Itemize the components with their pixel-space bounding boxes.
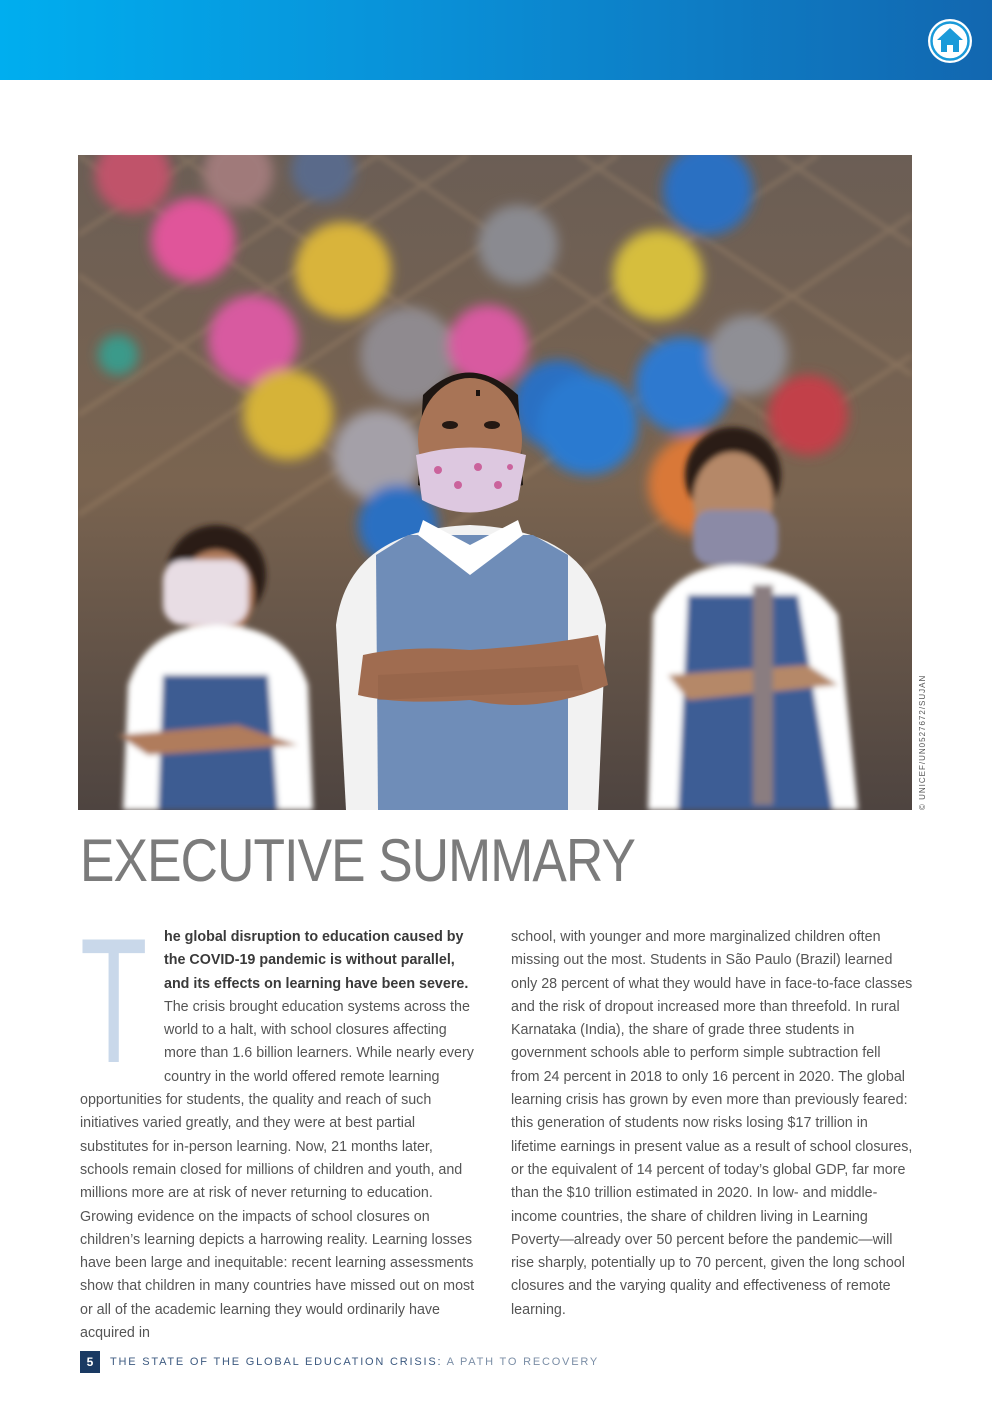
footer-subtitle: A PATH TO RECOVERY (442, 1356, 600, 1368)
photo-credit: © UNICEF/UN0527672/SUJAN (918, 674, 927, 810)
header-bar (0, 0, 992, 80)
section-title: EXECUTIVE SUMMARY (80, 827, 635, 894)
body-text-left: The crisis brought education systems across the world to a halt, with school closures affecting more than 1.6 billion learners. While nearly every country in the world offered remote learning opportunities for students, the quality and reach of such initiatives varied greatly, and they were at best partial substitutes for in-person learning. Now, 21 months later, schools remain closed for millions of children and youth, and millions more are at risk of never returning to education. Growing evidence on the impacts of school closures on children’s learning depicts a harrowing reality. Learning losses have been large and inequitable: recent learning assessments show that children in many countries have missed out on most or all of the academic learning they would ordinarily have acquired in (80, 998, 475, 1342)
drop-cap: T (80, 901, 148, 1100)
lead-paragraph: he global disruption to education caused by the COVID-19 pandemic is without parallel, and its effects on learning have been severe. (164, 929, 469, 992)
page-footer (80, 1351, 599, 1373)
text-column-right: school, with younger and more marginalized children often missing out the most. Students in São Paulo (Brazil) learned only 28 percent of what they would have in face-to-face classes and the risk of dropout increased more than threefold. In rural Karnataka (India), the share of grade three students in government schools able to perform simple subtraction fell from 24 percent in 2018 to only 16 percent in 2020. The global learning crisis has grown by even more than previously feared: this generation of students now risks losing $17 trillion in lifetime earnings in present value as a result of school closures, or the equivalent of 14 percent of today’s global GDP, far more than the $10 trillion estimated in 2020. In low- and middle-income countries, the share of children living in Learning Poverty—already over 50 percent before the pandemic—will rise sharply, potentially up to 70 percent, given the long school closures and the varying quality and effectiveness of remote learning. (511, 929, 913, 1318)
home-button[interactable] (926, 17, 974, 65)
home-icon (926, 17, 974, 65)
text-column-left (80, 901, 482, 1345)
cover-photo (78, 155, 912, 810)
page-number: 5 (80, 1351, 100, 1373)
footer-title: THE STATE OF THE GLOBAL EDUCATION CRISIS: A PATH TO RECOVERY (110, 1356, 600, 1368)
